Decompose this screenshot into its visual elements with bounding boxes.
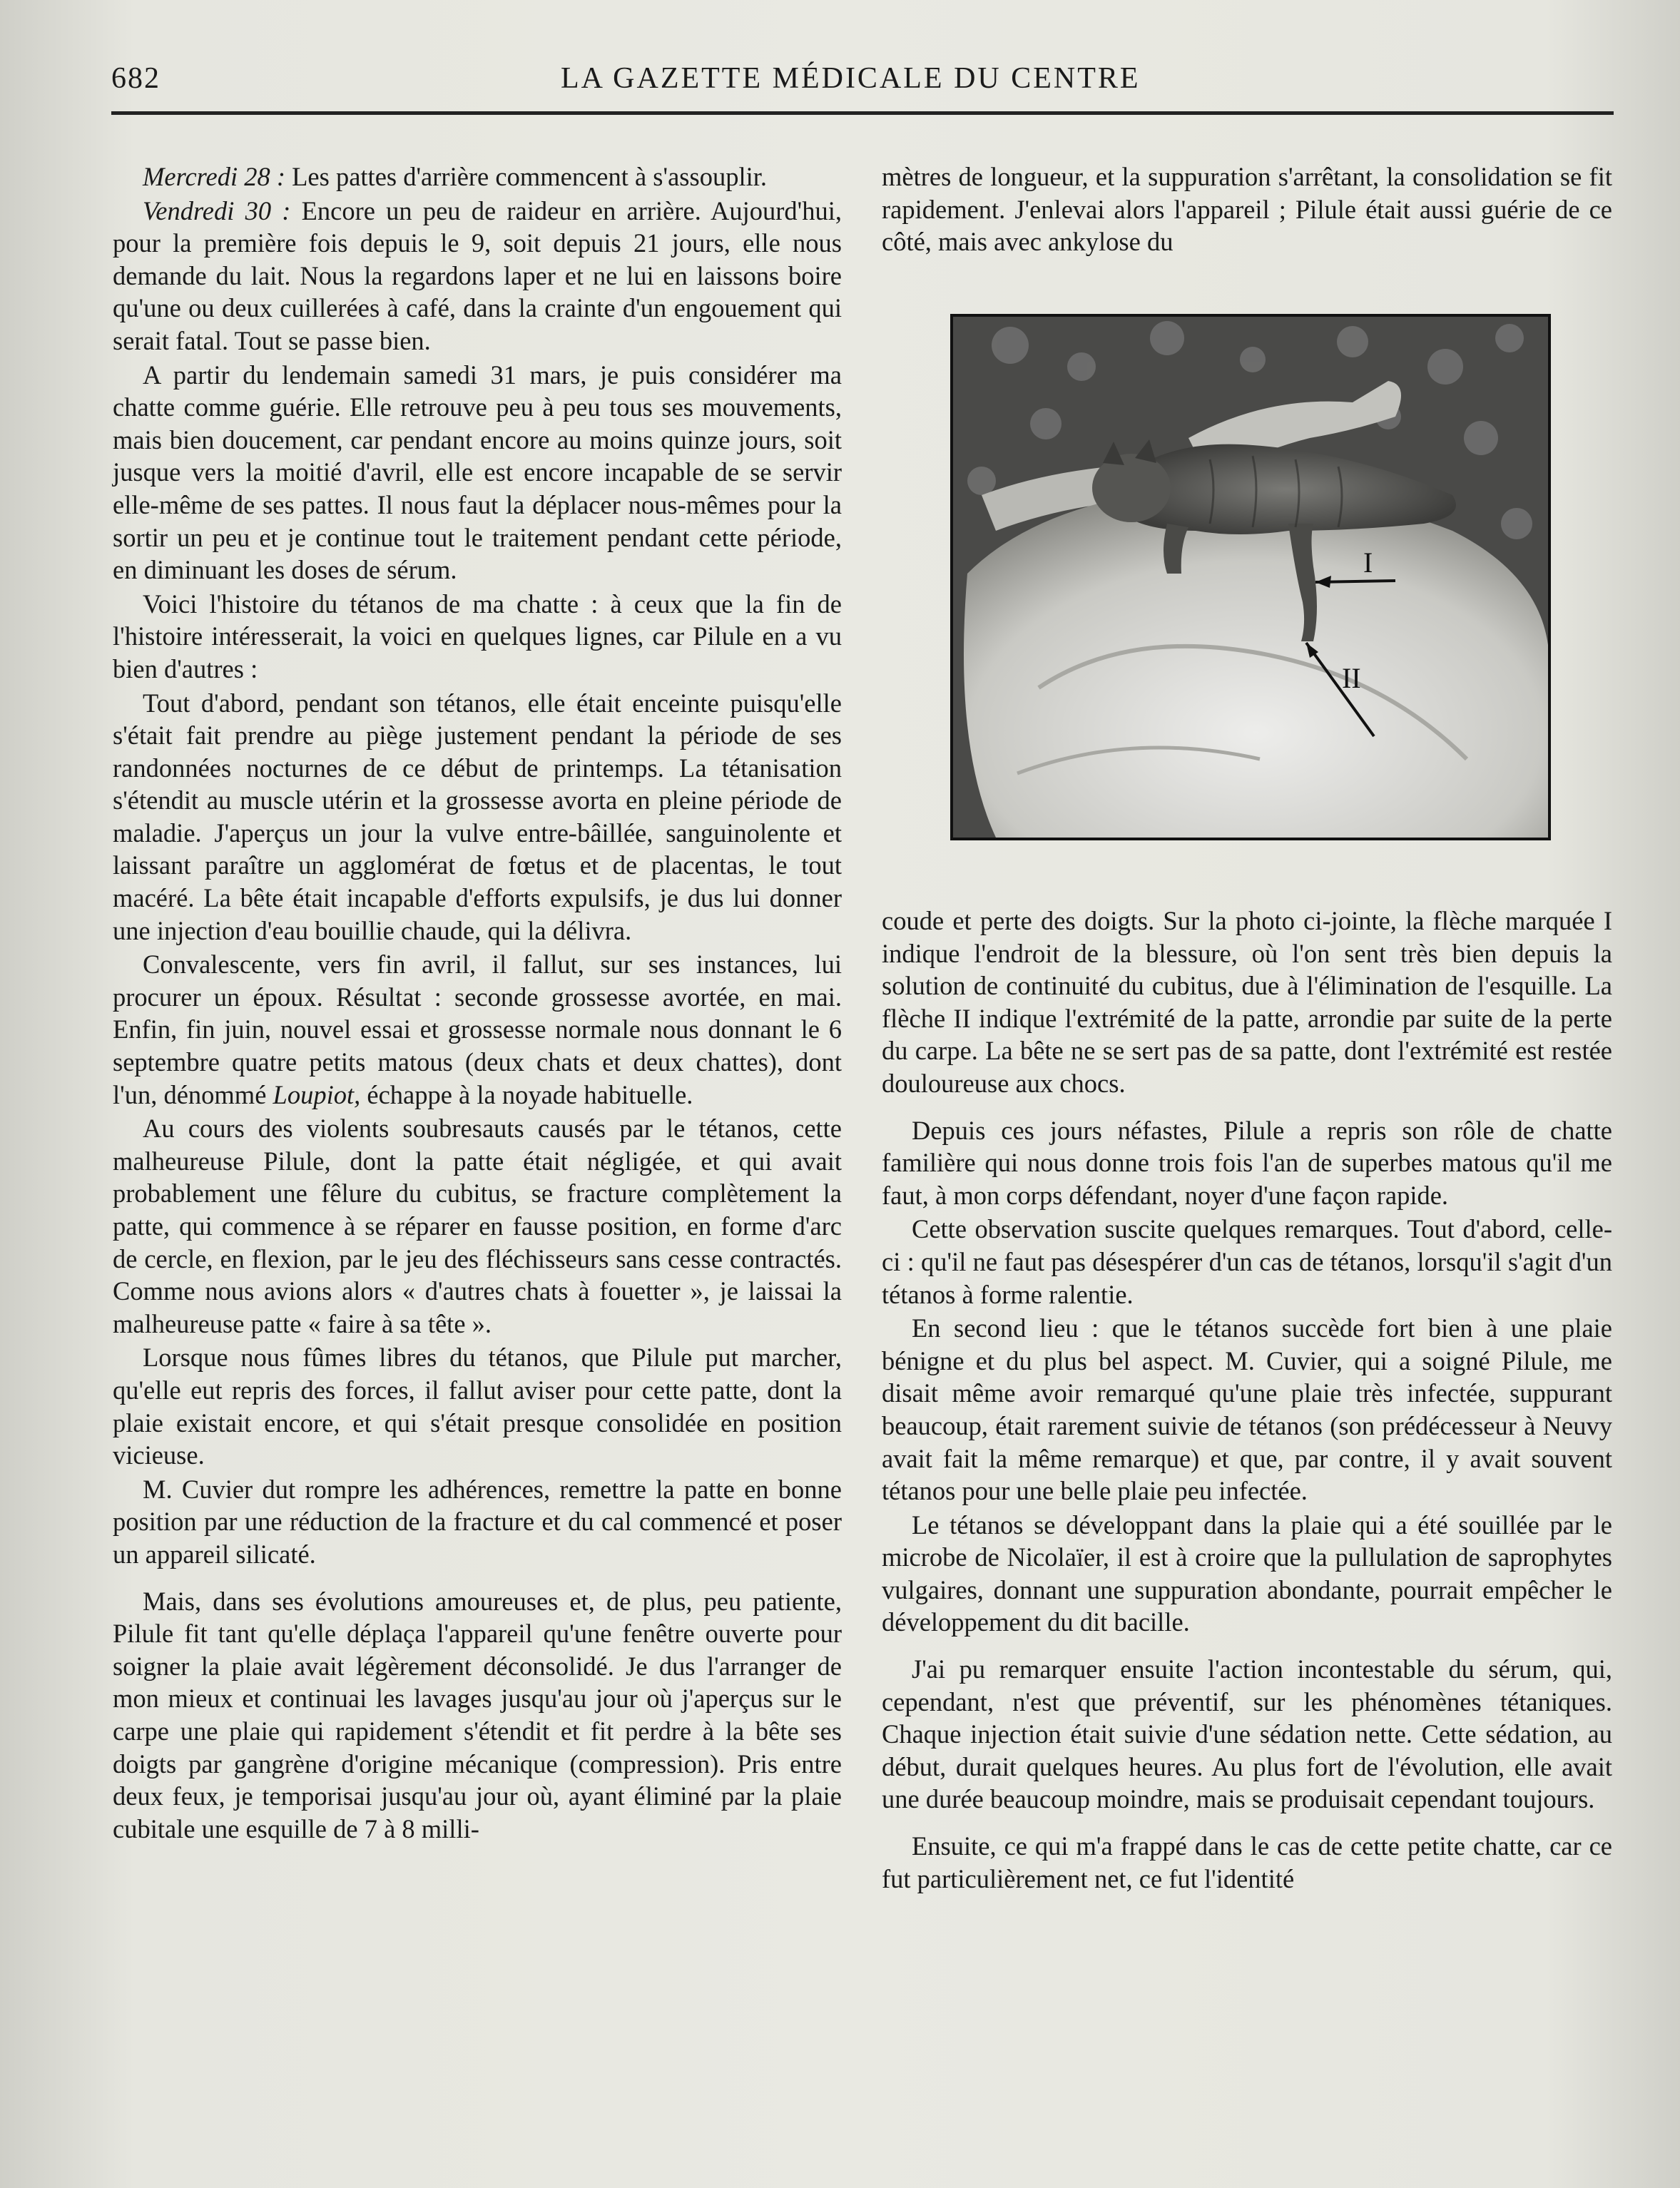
right-paragraph: Depuis ces jours néfastes, Pilule a repris son rôle de chatte familière qui nous donne trois fois l'an de superbes matous qu'il me faut, à mon corps défendant, noyer d'une façon rapide. — [882, 1115, 1612, 1210]
left-paragraph: Lorsque nous fûmes libres du tétanos, que Pilule put marcher, qu'elle eut repris des forces, il fallut aviser pour cette patte, dont la plaie existait encore, et qui s'était presque consolidée en position vicieuse. — [113, 1343, 842, 1470]
right-paragraph: En second lieu : que le tétanos succède fort bien à une plaie bénigne et du plus bel aspect. M. Cuvier, qui a soigné Pilule, me disait même avoir remarqué qu'une plaie très infectée, suppurant beaucoup, était rarement suivie de tétanos (son prédécesseur à Neuvy avait fait la même remarque) et que, par contre, il y avait souvent tétanos pour une belle plaie peu infectée. — [882, 1313, 1612, 1506]
right-column-bottom — [882, 905, 1612, 1895]
left-paragraph: A partir du lendemain samedi 31 mars, je puis considérer ma chatte comme guérie. Elle retrouve peu à peu tous ses mouvements, mais bien doucement, car pendant encore au moins quinze jours, soit jusque vers la moitié d'avril, elle est encore incapable de se servir elle-même de ses pattes. Il nous faut la déplacer nous-mêmes pour la sortir un peu et je continue tout le traitement pendant cette période, en diminuant les doses de sérum. — [113, 360, 842, 585]
right-paragraph: coude et perte des doigts. Sur la photo ci-jointe, la flèche marquée I indique l'endroit de la blessure, où l'on sent très bien depuis la solution de continuité du cubitus, due à l'élimination de l'esquille. La flèche II indique l'extrémité de la patte, arrondie par suite de la perte du carpe. La bête ne se sert pas de sa patte, dont l'extrémité est restée douloureuse aux chocs. — [882, 906, 1612, 1098]
right-paragraph: mètres de longueur, et la suppuration s'arrêtant, la consolidation se fit rapidement. J'enlevai alors l'appareil ; Pilule était aussi guérie de ce côté, mais avec ankylose du — [882, 162, 1612, 257]
left-paragraph-rest: Encore un peu de raideur en arrière. Aujourd'hui, pour la première fois depuis le 9, soit depuis 21 jours, elle nous demande du lait. Nous la regardons laper et ne lui en laissons boire qu'une ou deux cuillerées à café, dans la crainte d'un engouement qui serait fatal. Tout se passe bien. — [113, 195, 842, 355]
arrow-label-two: II — [1342, 662, 1361, 694]
left-paragraph: M. Cuvier dut rompre les adhérences, remettre la patte en bonne position par une réduction de la fracture et du cal commencé et poser un appareil silicaté. — [113, 1474, 842, 1569]
left-paragraph — [113, 161, 842, 193]
kitten-name: Loupiot, — [273, 1079, 361, 1109]
right-paragraph: J'ai pu remarquer ensuite l'action incontestable du sérum, qui, cependant, n'est que préventif, sur les phénomènes tétaniques. Chaque injection était suivie d'une sédation nette. Cette sédation, au début, durait quelques heures. Au plus fort de l'évolution, elle avait une durée beaucoup moindre, mais se produisait cependant toujours. — [882, 1654, 1612, 1814]
left-paragraph: Au cours des violents soubresauts causés par le tétanos, cette malheureuse Pilule, dont la patte était négligée, et qui avait probablement une fêlure du cubitus, se fracture complètement la patte, qui commence à se réparer en fausse position, en forme d'arc de cercle, en flexion, par le jeu des fléchisseurs sans cesse contractés. Comme nous avions alors « d'autres chats à fouetter », je laissai la malheureuse patte « faire à sa tête ». — [113, 1114, 842, 1338]
header-rule — [111, 111, 1614, 115]
left-paragraph: Mais, dans ses évolutions amoureuses et, de plus, peu patiente, Pilule fit tant qu'elle déplaça l'appareil qu'une fenêtre ouverte pour soigner la plaie avait légèrement déconsolidé. Je dus l'arranger de mon mieux et continuai les lavages jusqu'au jour où j'aperçus sur le carpe une plaie qui rapidement s'étendit et fit perdre à la bête ses doigts par gangrène d'origine mécanique (compression). Pris entre deux feux, je temporisai jusqu'au jour où, ayant éliminé par la plaie cubitale une esquille de 7 à 8 milli- — [113, 1586, 842, 1843]
left-paragraph: Tout d'abord, pendant son tétanos, elle était enceinte puisqu'elle s'était fait prendre au piège justement pendant la période de ses randonnées nocturnes de ce début de printemps. La tétanisation s'étendit au muscle utérin et la grossesse avorta en pleine période de maladie. J'aperçus un jour la vulve entre-bâillée, sanguinolente et laissant paraître un agglomérat de fœtus et de placentas, le tout macéré. La bête était incapable d'efforts expulsifs, je dus lui donner une injection d'eau bouillie chaude, qui la délivra. — [113, 688, 842, 945]
right-column-top — [882, 161, 1612, 258]
right-paragraph: Ensuite, ce qui m'a frappé dans le cas de cette petite chatte, car ce fut particulièrement net, ce fut l'identité — [882, 1831, 1612, 1893]
left-paragraph — [113, 948, 842, 1111]
cat-photograph — [950, 314, 1551, 840]
left-paragraph-start: Convalescente, vers fin avril, il fallut, sur ses instances, lui procurer un époux. Résultat : seconde grossesse avortée, en mai. Enfin, fin juin, nouvel essai et grossesse normale nous donnant le 6 septembre quatre petits matous (deux chats et deux chattes), dont l'un, dénommé — [113, 950, 842, 1109]
page-header — [111, 61, 1609, 101]
right-paragraph: Le tétanos se développant dans la plaie qui a été souillée par le microbe de Nicolaïer, il est à croire que la pullulation de saprophytes vulgaires, donnant une suppuration abondante, pourrait empêcher le développement du dit bacille. — [882, 1510, 1612, 1637]
left-paragraph — [113, 195, 842, 357]
left-paragraph-rest: Les pattes d'arrière commencent à s'assouplir. — [292, 162, 767, 191]
journal-title: LA GAZETTE MÉDICALE DU CENTRE — [561, 62, 1141, 95]
arrow-label-one: I — [1363, 546, 1373, 579]
right-paragraph: Cette observation suscite quelques remarques. Tout d'abord, celle-ci : qu'il ne faut pas désespérer d'un cas de tétanos, lorsqu'il s'agit d'un tétanos à forme ralentie. — [882, 1214, 1612, 1309]
left-paragraph-end: échappe à la noyade habituelle. — [367, 1079, 693, 1109]
date-wednesday: Mercredi 28 : — [143, 162, 286, 191]
left-column — [113, 161, 842, 1845]
left-paragraph: Voici l'histoire du tétanos de ma chatte : à ceux que la fin de l'histoire intéresserait, la voici en quelques lignes, car Pilule en a vu bien d'autres : — [113, 589, 842, 683]
date-friday: Vendredi 30 : — [143, 195, 291, 225]
photo-illustration — [953, 317, 1548, 838]
page-number: 682 — [111, 62, 161, 95]
